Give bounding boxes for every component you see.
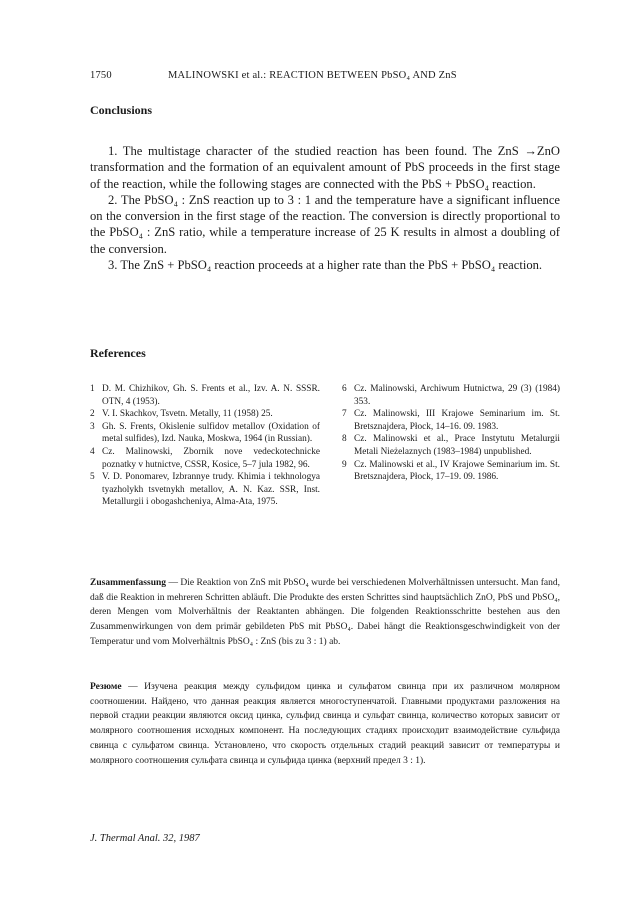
conclusions-body: [90, 143, 560, 273]
reference-number: 6: [342, 384, 347, 394]
abstract-german-label: Zusammenfassung: [90, 578, 167, 588]
reference-text: Cz. Malinowski et al., Prace Instytutu Metalurgii Metali Nieżelaznych (1983–1984) unpublished.: [354, 434, 560, 457]
references-heading: References: [90, 346, 146, 360]
reference-item: [342, 459, 560, 484]
reference-number: 2: [90, 409, 95, 420]
reference-text: Cz. Malinowski, III Krajowe Seminarium im. St. Bretsznajdera, Płock, 14–16. 09. 1983.: [354, 409, 560, 432]
references-left-column: [90, 383, 320, 509]
conclusion-paragraph-1: 1. The multistage character of the studied reaction has been found. The ZnS →ZnO transformation and the formation of an equivalent amount of PbS proceeds in the first stage of the reaction, while the following stages are connected with the PbS + PbSO₄ reaction.: [90, 144, 560, 191]
reference-item: [342, 433, 560, 458]
journal-footer: J. Thermal Anal. 32, 1987: [90, 833, 200, 844]
reference-item: [90, 471, 320, 509]
conclusions-heading: Conclusions: [90, 103, 153, 117]
reference-item: [90, 446, 320, 471]
reference-text: V. I. Skachkov, Tsvetn. Metally, 11 (1958) 25.: [102, 409, 273, 420]
page-number: 1750: [90, 70, 112, 81]
running-title: MALINOWSKI et al.: REACTION BETWEEN PbSO₄ AND ZnS: [168, 70, 457, 81]
reference-text: Cz. Malinowski, Zbornik nove vedeckotechnicke poznatky v hutnictve, CSSR, Kosice, 5–7 jula 1982, 96.: [102, 446, 320, 470]
reference-text: Cz. Malinowski, Archiwum Hutnictwa, 29 (3) (1984) 353.: [354, 384, 560, 407]
reference-number: 8: [342, 434, 347, 445]
abstract-russian-text: — Изучена реакция между сульфидом цинка и сульфатом свинца при их различном молярном соотношении. Найдено, что данная реакция является многоступенчатой. Главными продуктами разложения на первой стадии реакции являются оксид цинка, сульфид свинца и сульфат свинца, количество которых зависит от молярного соотношения исходных компонент. На последующих стадиях происходит взаимодействие сульфида свинца с сульфатом свинца. Установлено, что скорость отдельных стадий реакций зависит от температуры и молярного соотношения сульфата свинца и сульфида цинка (верхний предел 3 : 1).: [90, 682, 560, 766]
reference-text: Gh. S. Frents, Okislenie sulfidov metallov (Oxidation of metal sulfides), Izd. Nauka, Moskwa, 1964 (in Russian).: [102, 421, 320, 445]
reference-number: 4: [90, 446, 95, 457]
reference-number: 7: [342, 409, 347, 420]
reference-text: Cz. Malinowski et al., IV Krajowe Seminarium im. St. Bretsznajdera, Płock, 17–19. 09. 1986.: [354, 459, 560, 483]
reference-item: [342, 383, 560, 408]
reference-number: 3: [90, 421, 95, 432]
reference-text: D. M. Chizhikov, Gh. S. Frents et al., Izv. A. N. SSSR. OTN, 4 (1953).: [102, 384, 320, 407]
conclusion-paragraph-3: 3. The ZnS + PbSO₄ reaction proceeds at a higher rate than the PbS + PbSO₄ reaction.: [108, 258, 543, 273]
reference-text: V. D. Ponomarev, Izbrannye trudy. Khimia i tekhnologya tyazholykh tsvetnykh metallov, A. N. Kaz. SSR, Inst. Metallurgii i obogashcheniya, Alma-Ata, 1975.: [102, 472, 320, 508]
reference-number: 1: [90, 384, 95, 394]
reference-number: 9: [342, 459, 347, 470]
abstract-russian: [90, 680, 560, 768]
reference-item: [90, 408, 320, 421]
abstract-german-text: — Die Reaktion von ZnS mit PbSO₄ wurde bei verschiedenen Molverhältnissen untersucht. Man fand, daß die Reaktion in mehreren Schritten abläuft. Die Produkte des ersten Schrittes sind hauptsächlich ZnO, PbS und PbSO₄, deren Mengen vom Molverhältnis der Reaktanten abhängen. Die folgenden Reaktionsschritte bestehen aus den Zusammenwirkungen von dem primär gebildeten PbS mit PbSO₄. Dabei hängt die Reaktionsgeschwindigkeit von der Temperatur und vom Molverhältnis PbSO₄ : ZnS (bis zu 3 : 1) ab.: [90, 578, 560, 647]
references-right-column: [342, 383, 560, 484]
conclusion-paragraph-2: 2. The PbSO₄ : ZnS reaction up to 3 : 1 and the temperature have a significant influence on the conversion in the first stage of the reaction. The conversion is directly proportional to the PbSO₄ : ZnS ratio, while a temperature increase of 25 K results in almost a doubling of the conversion.: [90, 192, 560, 256]
abstract-russian-label: Резюме: [90, 682, 122, 692]
reference-item: [342, 408, 560, 433]
reference-number: 5: [90, 472, 95, 483]
abstract-german: [90, 576, 560, 650]
reference-item: [90, 383, 320, 408]
reference-item: [90, 421, 320, 446]
